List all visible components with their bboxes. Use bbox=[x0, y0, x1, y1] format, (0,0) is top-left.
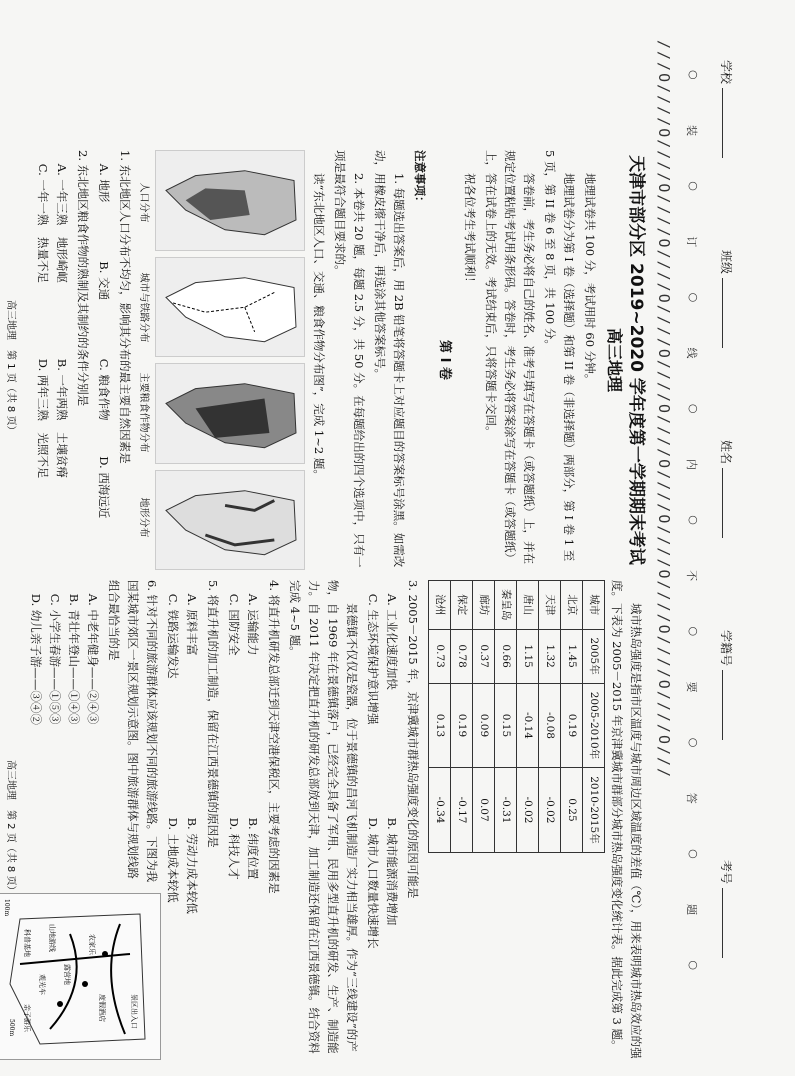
option: B. 城市能源消费增加 bbox=[385, 817, 399, 926]
table-row: 保定 0.78 0.19 -0.17 bbox=[451, 581, 473, 853]
option: C. 小学生春游——①⑤③ bbox=[48, 593, 62, 725]
q6-intro: 6. 针对不同的旅游群体应该规划不同的旅游线路。下图为我国某城市郊区一景区规划示意图。图中旅游群体与规划线路组合最恰当的是 bbox=[107, 580, 159, 883]
binding-marks: ○ 装 ○ 订 ○ 线 ○ 内 ○ 不 ○ 要 ○ 答 ○ 题 ○ bbox=[685, 70, 700, 970]
map-intro: 读“东北地区人口、交通、粮食作物分布图”，完成 1~2 题。 bbox=[312, 173, 326, 481]
table-row: 秦皇岛 0.66 0.15 -0.31 bbox=[495, 581, 517, 853]
option: B. 一年两熟 土壤贫瘠 bbox=[55, 358, 69, 479]
option: D. 土地成本较低 bbox=[166, 817, 180, 903]
table-row: 唐山 1.15 -0.14 -0.02 bbox=[517, 581, 539, 853]
route-map-graphic bbox=[0, 894, 160, 1059]
q4-options bbox=[224, 594, 262, 1060]
option: C. 粮食作物 bbox=[97, 358, 111, 421]
q3-options bbox=[363, 594, 401, 1060]
q2-options bbox=[33, 164, 71, 570]
svg-text:景区出入口: 景区出入口 bbox=[130, 994, 138, 1029]
svg-text:山地游线: 山地游线 bbox=[48, 924, 56, 952]
option: B. 纬度位置 bbox=[246, 817, 260, 880]
northeast-maps bbox=[155, 150, 305, 570]
section-heading: 第 I 卷 bbox=[437, 340, 452, 380]
table-header-row: 城市 2005年 2005-2010年 2010-2015年 bbox=[583, 581, 605, 853]
heat-island-table bbox=[428, 580, 605, 853]
table-row: 北京 1.45 0.19 0.25 bbox=[561, 581, 583, 853]
question-stem: 4. 将直升机研发总部迁到天津空港保税区，主要考虑的因素是 bbox=[267, 580, 281, 894]
question-stem: 5. 将直升机的加工制造，保留在江西景德镇的原因是 bbox=[206, 580, 220, 848]
crop-map bbox=[155, 363, 305, 464]
table-row: 沧州 0.73 0.13 -0.34 bbox=[429, 581, 451, 853]
svg-text:度假酒店: 度假酒店 bbox=[98, 994, 106, 1022]
population-map bbox=[155, 150, 305, 251]
svg-text:露营地: 露营地 bbox=[63, 964, 71, 985]
q1-options bbox=[94, 164, 113, 570]
option: D. 城市人口数量快速增长 bbox=[366, 817, 380, 949]
instruction: 地理试卷共 100 分，考试用时 60 分钟。 bbox=[583, 173, 597, 386]
option: A. 中老年健身——②④③ bbox=[86, 593, 100, 725]
terrain-map bbox=[155, 470, 305, 571]
exam-subtitle: 高三地理 bbox=[605, 327, 624, 392]
option: A. 地形 bbox=[97, 163, 111, 203]
page2-footer: 高三地理 第 2 页（共 8 页） bbox=[5, 760, 16, 896]
note: 1. 每题选出答案后，用 2B 铅笔将答题卡上对应题目的答案标号涂黑。如需改动，用橡皮擦干净后，再选涂其他答案标号。 bbox=[373, 150, 406, 568]
svg-text:农家乐: 农家乐 bbox=[88, 934, 96, 955]
binding-field: 姓名 bbox=[718, 440, 735, 538]
question-stem: 1. 东北地区人口分布不均匀，影响其分布的最主要自然因素是 bbox=[118, 150, 132, 464]
q45-intro: 景德镇不仅仅是瓷器，位于景德镇的昌河飞机制造厂实力相当雄厚。作为“三线建设”的产物，自 1969 年在景德镇落户，已经完全具备了军用、民用多型直升机的研发、生产、制造能力。自 2011 年决定把直升机的研发总部放到天津，加工制造还保留在江西景德镇。结合资料完成 4~5 题。 bbox=[288, 580, 359, 1054]
binding-field: 学籍号 bbox=[718, 630, 735, 740]
option: C. 国防安全 bbox=[227, 593, 241, 656]
svg-text:100m: 100m bbox=[3, 899, 10, 917]
page1-column bbox=[15, 150, 645, 570]
option: C. 铁路运输发达 bbox=[166, 593, 180, 679]
question-stem: 2. 东北地区粮食作物的熟制及其制约的条件分别是 bbox=[76, 150, 90, 407]
map-captions: 人口分布 城市与铁路分布 主要粮食作物分布 地形分布 bbox=[138, 182, 149, 538]
option: D. 西海远近 bbox=[97, 456, 111, 519]
page1-footer: 高三地理 第 1 页（共 8 页） bbox=[5, 300, 16, 436]
option: A. 一年三熟 地形崎岖 bbox=[55, 163, 69, 283]
binding-strip bbox=[655, 0, 795, 1076]
binding-field: 考号 bbox=[718, 860, 735, 958]
q3-intro: 城市热岛强度是指市区温度与城市周边区域温度的差值（℃），用来表明城市热岛效应的强度。下表为 2005－2015 年京津冀城市群部分城市热岛强度变化统计表。据此完成第 3 题。 bbox=[610, 580, 643, 1059]
exam-title: 天津市部分区 2019~2020 学年度第一学期期末考试 bbox=[626, 155, 646, 565]
notes-title: 注意事项： bbox=[413, 150, 427, 208]
option: C. 一年一熟 热量不足 bbox=[36, 163, 50, 283]
option: D. 幼儿亲子游——③④② bbox=[29, 593, 43, 725]
scenic-route-map bbox=[0, 893, 161, 1060]
note: 2. 本卷共 20 题，每题 2.5 分，共 50 分。在每题给出的四个选项中，只有一项是最符合题目要求的。 bbox=[333, 150, 366, 568]
rail-map bbox=[155, 257, 305, 358]
crop-map-graphic bbox=[156, 364, 304, 463]
svg-text:观光车: 观光车 bbox=[38, 974, 46, 995]
option: A. 运输能力 bbox=[246, 593, 260, 656]
svg-text:500m: 500m bbox=[8, 1019, 15, 1037]
table-row: 廊坊 0.37 0.09 0.07 bbox=[473, 581, 495, 853]
instruction: 答卷前，考生务必将自己的姓名、准考号填写在答题卡（或答题纸）上，并在规定位置粘贴考试用条形码。答卷时，考生务必将答案涂写在答题卡（或答题纸）上，答在试卷上的无效。考试结束后，只将答题卡交回。 bbox=[484, 150, 536, 564]
binding-field: 班级 bbox=[718, 250, 735, 348]
option: A. 工业化速度加快 bbox=[385, 593, 399, 690]
q5-options bbox=[163, 594, 201, 1060]
option: C. 生态环境保护意识增强 bbox=[366, 593, 380, 725]
option: D. 两年三熟 光照不足 bbox=[36, 358, 50, 479]
option: B. 青壮年登山——①④③ bbox=[67, 593, 81, 725]
option: A. 原料丰富 bbox=[185, 593, 199, 656]
option: B. 交通 bbox=[97, 261, 111, 301]
question-stem: 3. 2005－2015 年，京津冀城市群热岛强度变化的原因可能是 bbox=[406, 580, 420, 899]
table-row: 天津 1.32 -0.08 -0.02 bbox=[539, 581, 561, 853]
binding-dashline: ///O////O////O////O////O////O////O////O////O////O////O////O////O/// bbox=[655, 40, 673, 780]
svg-text:科普基地: 科普基地 bbox=[23, 929, 31, 957]
binding-field: 学校 bbox=[718, 60, 735, 158]
option: B. 劳动力成本较低 bbox=[185, 817, 199, 914]
svg-text:亲子游乐: 亲子游乐 bbox=[23, 1004, 31, 1032]
option: D. 科技人才 bbox=[227, 817, 241, 880]
instruction: 地理试卷分为第 I 卷（选择题）和第 II 卷（非选择题）两部分，第 I 卷 1 至 5 页，第 II 卷 6 至 8 页，共 100 分。 bbox=[543, 150, 576, 562]
terrain-map-graphic bbox=[156, 471, 304, 570]
rail-map-graphic bbox=[156, 258, 304, 357]
population-map-graphic bbox=[156, 151, 304, 250]
instruction: 祝各位考生考试顺利！ bbox=[463, 173, 477, 288]
